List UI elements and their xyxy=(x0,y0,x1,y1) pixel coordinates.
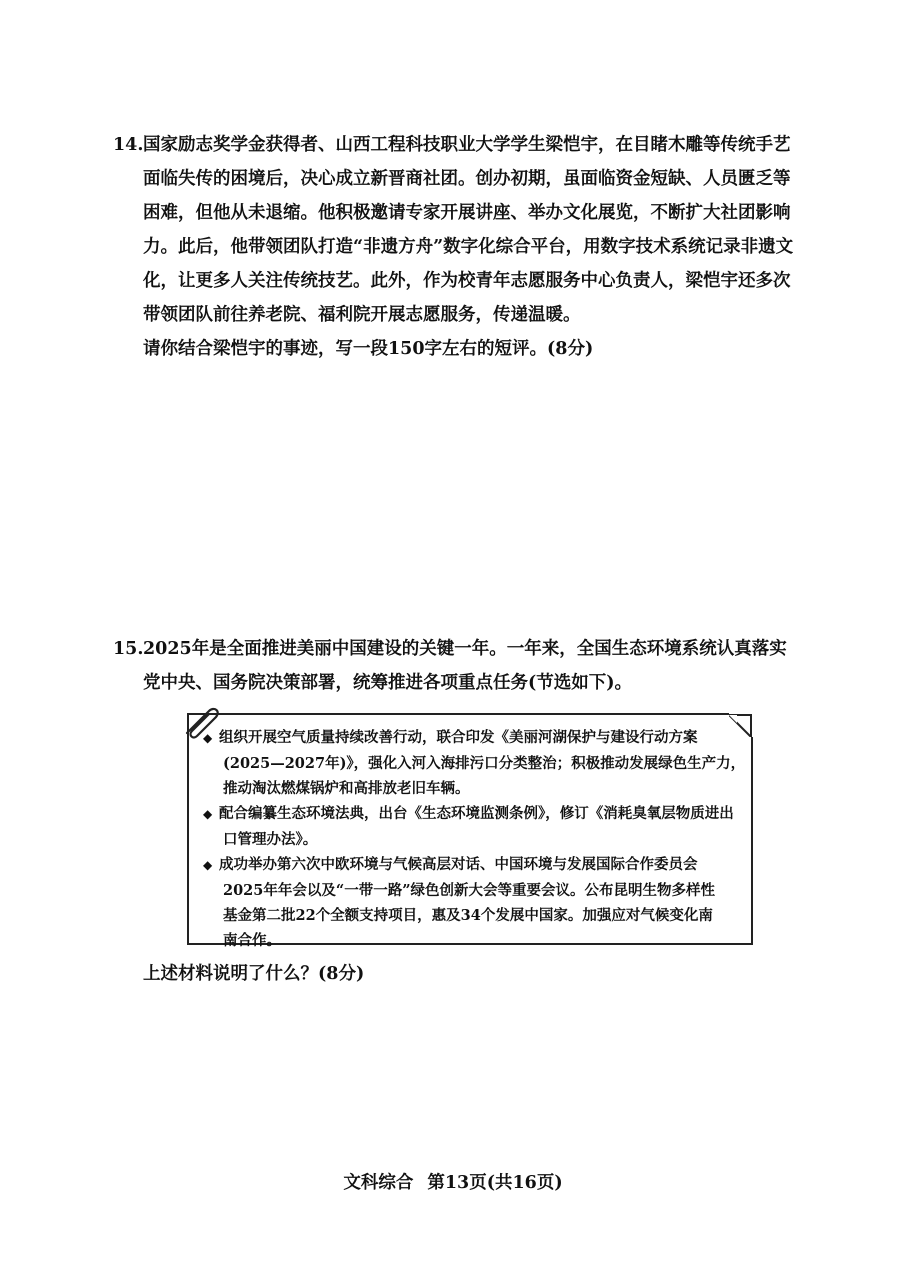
q15-line-1: 15.2025年是全面推进美丽中国建设的关键一年。一年来，全国生态环境系统认真落实 xyxy=(113,632,813,666)
q15-prompt: 上述材料说明了什么？(8分) xyxy=(143,964,365,984)
q14-line-2: 面临失传的困境后，决心成立新晋商社团。创办初期，虽面临资金短缺、人员匮乏等 xyxy=(143,169,791,189)
material-item-3-line-4: 南合作。 xyxy=(223,932,281,949)
material-item-1-line-2: (2025—2027年)》，强化入河入海排污口分类整治；积极推动发展绿色生产力， xyxy=(223,755,746,772)
footer-subject: 文科综合 xyxy=(343,1173,414,1193)
q14-line-6: 带领团队前往养老院、福利院开展志愿服务，传递温暖。 xyxy=(143,305,581,325)
material-item-1: ◆ 组织开展空气质量持续改善行动，联合印发《美丽河湖保护与建设行动方案 xyxy=(203,725,743,751)
q14-prompt: 请你结合梁恺宇的事迹，写一段150字左右的短评。(8分) xyxy=(143,339,594,359)
bullet-diamond-icon: ◆ xyxy=(203,731,213,745)
q14-line-1: 14.国家励志奖学金获得者、山西工程科技职业大学学生梁恺宇，在目睹木雕等传统手艺 xyxy=(113,128,813,162)
bullet-diamond-icon: ◆ xyxy=(203,858,213,872)
q14-line-3: 困难，但他从未退缩。他积极邀请专家开展讲座、举办文化展览，不断扩大社团影响 xyxy=(143,203,791,223)
footer-page: 第13页 xyxy=(427,1173,487,1193)
q15-prompt-wrap xyxy=(143,957,364,991)
material-item-3-line-2: 2025年年会以及“一带一路”绿色创新大会等重要会议。公布昆明生物多样性 xyxy=(223,882,716,899)
material-item-3-line-3: 基金第二批22个全额支持项目，惠及34个发展中国家。加强应对气候变化南 xyxy=(223,907,713,924)
question-14 xyxy=(113,128,813,366)
footer-total: (共16页) xyxy=(486,1173,563,1193)
material-item-2: ◆ 配合编纂生态环境法典，出台《生态环境监测条例》，修订《消耗臭氧层物质进出 xyxy=(203,801,743,827)
q15-number: 15. xyxy=(113,639,144,659)
bullet-diamond-icon: ◆ xyxy=(203,807,213,821)
q15-line-2: 党中央、国务院决策部署，统筹推进各项重点任务(节选如下)。 xyxy=(143,673,633,693)
material-content xyxy=(203,725,746,953)
material-item-3: ◆ 成功举办第六次中欧环境与气候高层对话、中国环境与发展国际合作委员会 xyxy=(203,852,743,878)
q14-line-4: 力。此后，他带领团队打造“非遗方舟”数字化综合平台，用数字技术系统记录非遗文 xyxy=(143,237,794,257)
q14-number: 14. xyxy=(113,135,144,155)
page-footer xyxy=(0,1169,906,1194)
question-15 xyxy=(113,632,813,700)
material-box xyxy=(187,713,753,949)
q14-line-5: 化，让更多人关注传统技艺。此外，作为校青年志愿服务中心负责人，梁恺宇还多次 xyxy=(143,271,791,291)
material-item-1-line-3: 推动淘汰燃煤锅炉和高排放老旧车辆。 xyxy=(223,780,470,797)
material-item-2-line-2: 口管理办法》。 xyxy=(223,831,318,848)
